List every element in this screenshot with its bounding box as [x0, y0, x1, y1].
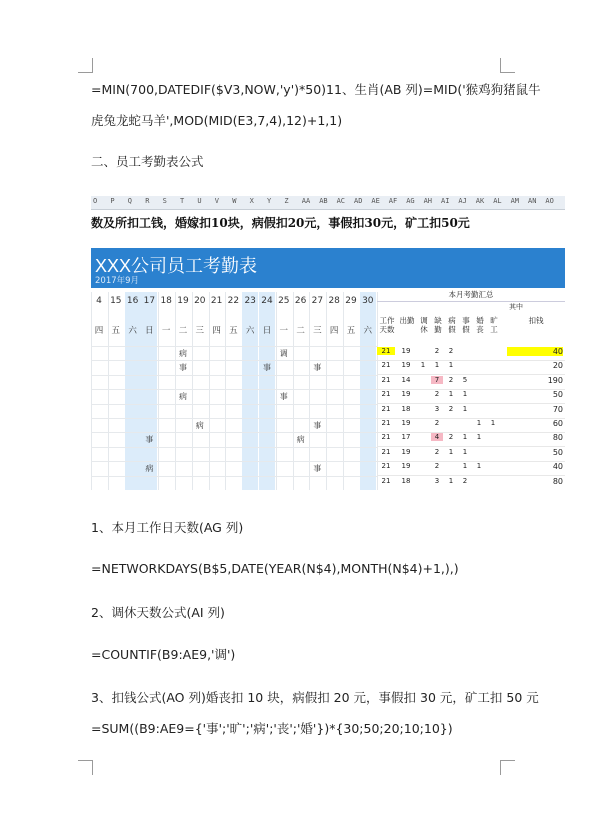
crop-mark-top-right: [500, 58, 515, 73]
summary-cell: 1: [462, 447, 468, 456]
column-letter: AE: [371, 197, 380, 205]
column-letter: X: [249, 197, 254, 205]
day-number: 18: [160, 296, 172, 306]
weekday-label: 五: [229, 326, 238, 336]
summary-header-cell: 扣钱: [528, 316, 544, 325]
grid-row-line: [91, 447, 377, 448]
attendance-mark: 事: [179, 363, 187, 373]
grid-row-line: [91, 432, 377, 433]
summary-cell: 1: [476, 462, 482, 471]
summary-cell: 2: [448, 404, 454, 413]
summary-cell: 1: [462, 404, 468, 413]
column-letter: Z: [284, 197, 289, 205]
attendance-mark: 事: [313, 363, 322, 373]
column-letter: AK: [475, 197, 485, 205]
summary-cell: 21: [377, 347, 395, 355]
summary-subgroup-label: 其中: [509, 303, 523, 311]
summary-row: [377, 476, 565, 490]
weekday-label: 日: [262, 326, 272, 336]
doc-line-networkdays: =NETWORKDAYS(B$5,DATE(YEAR(N$4),MONTH(N$4)+1,),): [91, 561, 459, 576]
weekday-label: 二: [178, 326, 188, 336]
weekday-label: 六: [128, 326, 137, 336]
summary-cell: 21: [381, 361, 391, 370]
summary-cell: 1: [476, 433, 482, 442]
summary-cell: 19: [401, 361, 411, 370]
day-number: 26: [294, 296, 307, 306]
summary-cell: 1: [448, 476, 454, 485]
grid-row-line: [91, 461, 377, 462]
deduction-amount: 80: [552, 433, 563, 443]
summary-row: [377, 432, 565, 447]
day-number: 29: [345, 296, 357, 306]
summary-cell: 19: [401, 347, 411, 355]
day-number: 17: [143, 296, 156, 306]
summary-cell: 18: [401, 404, 411, 413]
doc-line-formula-min: =MIN(700,DATEDIF($V3,NOW,'y')*50)11、生肖(AB 列)=MID('猴鸡狗猪鼠牛: [91, 82, 541, 97]
column-letter: AM: [510, 197, 520, 205]
summary-title: 本月考勤汇总: [377, 288, 565, 302]
summary-cell: 19: [401, 419, 411, 427]
summary-cell: 3: [434, 404, 440, 413]
grid-row-line: [91, 418, 377, 419]
summary-cell: 17: [401, 433, 411, 442]
summary-cell: 2: [434, 462, 440, 471]
deduction-amount: 60: [552, 419, 563, 428]
grid-row-line: [91, 389, 377, 390]
column-letter: AA: [301, 197, 311, 205]
grid-row-line: [91, 375, 377, 376]
attendance-mark: 事: [145, 435, 154, 445]
day-number: 19: [177, 296, 189, 306]
deduction-amount: 50: [552, 390, 563, 400]
column-letter: Y: [267, 197, 272, 205]
spreadsheet-screenshot: [91, 196, 565, 490]
summary-header-cell: 婚 丧: [476, 316, 484, 334]
summary-header-cell: 旷 工: [490, 316, 498, 334]
weekday-label: 五: [111, 326, 121, 336]
column-letter: AB: [319, 197, 328, 205]
summary-cell: 1: [462, 462, 468, 471]
summary-cell: 2: [462, 476, 468, 485]
day-number: 22: [227, 296, 240, 306]
day-number: 25: [278, 296, 290, 306]
doc-line-item-2: 2、调休天数公式(AI 列): [91, 605, 225, 620]
summary-cell: 21: [381, 419, 391, 427]
weekday-label: 四: [212, 326, 221, 336]
summary-cell: 2: [434, 347, 440, 355]
doc-line-formula-mid: 虎兔龙蛇马羊',MOD(MID(E3,7,4),12)+1,1): [91, 113, 343, 128]
weekday-label: 一: [161, 326, 171, 336]
summary-row: [377, 447, 565, 462]
monthly-summary-table: [377, 288, 565, 490]
summary-cell: 1: [462, 433, 468, 442]
summary-cell: 21: [381, 404, 391, 413]
weekday-label: 二: [296, 326, 305, 336]
weekday-label: 日: [145, 326, 154, 336]
summary-header-cell: 出勤: [399, 316, 415, 325]
crop-mark-bottom-left: [78, 760, 93, 775]
summary-cell: 21: [381, 433, 391, 442]
attendance-mark: 事: [263, 363, 271, 373]
attendance-mark: 事: [279, 392, 288, 402]
grid-row-line: [91, 346, 377, 347]
attendance-mark: 事: [313, 464, 322, 474]
summary-row: [377, 389, 565, 404]
day-number: 24: [261, 296, 273, 306]
summary-row: [377, 418, 565, 433]
summary-cell: 1: [490, 419, 496, 427]
doc-line-item-1: 1、本月工作日天数(AG 列): [91, 520, 244, 535]
summary-header-cell: 事 假: [462, 316, 470, 334]
day-number: 30: [362, 296, 374, 306]
column-header-bar: [91, 196, 565, 210]
day-number: 23: [244, 296, 256, 306]
doc-line-countif: =COUNTIF(B9:AE9,'调'): [91, 647, 236, 662]
summary-cell: 19: [401, 447, 411, 456]
summary-row: [377, 404, 565, 419]
weekday-label: 三: [195, 326, 205, 336]
summary-cell: 2: [448, 347, 454, 355]
deduction-amount: 40: [552, 462, 563, 472]
doc-line-item-3: 3、扣钱公式(AO 列)婚丧扣 10 块，病假扣 20 元，事假扣 30 元，矿工扣 50 元: [91, 690, 539, 705]
column-letter: V: [214, 197, 220, 205]
deduction-amount: 80: [552, 476, 563, 486]
summary-cell: 19: [401, 390, 411, 399]
attendance-mark: 病: [296, 435, 305, 445]
attendance-title: XXX公司员工考勤表: [95, 256, 258, 276]
summary-cell: 2: [448, 375, 454, 384]
deduction-amount: 40: [507, 347, 563, 356]
deduction-amount: 50: [552, 447, 563, 457]
column-letter: AD: [354, 197, 363, 205]
column-letter: AL: [493, 197, 502, 205]
summary-cell: 2: [434, 419, 440, 427]
summary-cell: 1: [448, 361, 454, 370]
attendance-mark: 病: [145, 464, 154, 474]
day-number: 28: [328, 296, 340, 306]
crop-mark-top-left: [78, 58, 93, 73]
summary-cell: 21: [381, 476, 391, 485]
column-letter: AF: [388, 197, 398, 205]
summary-header-cell: 缺 勤: [434, 316, 442, 334]
column-letter: S: [162, 197, 167, 205]
day-number: 16: [126, 296, 139, 306]
summary-cell: 1: [420, 361, 426, 370]
weekday-label: 三: [313, 326, 322, 336]
column-letter: AN: [528, 197, 537, 205]
day-number: 20: [194, 296, 206, 306]
weekday-label: 一: [279, 326, 289, 336]
deduction-amount: 70: [552, 404, 563, 414]
column-letter: P: [110, 197, 115, 205]
summary-cell: 2: [434, 390, 440, 399]
column-letter: AJ: [458, 197, 467, 205]
weekday-label: 六: [363, 326, 373, 336]
day-number: 21: [210, 296, 223, 306]
summary-cell: 1: [448, 390, 454, 399]
summary-cell: 18: [401, 476, 411, 485]
summary-cell: 21: [381, 375, 391, 384]
attendance-mark: 调: [279, 349, 288, 358]
deduction-amount: 190: [547, 375, 563, 385]
weekday-label: 四: [329, 326, 339, 336]
summary-header-cell: 调 休: [420, 316, 428, 334]
summary-header-cell: 病 假: [448, 316, 456, 334]
grid-row-line: [91, 476, 377, 477]
summary-row: [377, 360, 565, 375]
doc-line-sum: =SUM((B9:AE9={'事';'旷';'病';'丧';'婚'})*{30;50;20;10;10}): [91, 721, 453, 736]
column-letter: U: [197, 197, 202, 205]
grid-row-line: [91, 360, 377, 361]
summary-cell: 1: [462, 390, 468, 399]
column-letter: AH: [423, 197, 433, 205]
attendance-mark: 病: [179, 349, 187, 358]
summary-cell: 21: [381, 390, 391, 399]
column-letter: T: [180, 197, 185, 205]
summary-cell: 2: [448, 433, 454, 442]
deduction-amount: 20: [552, 361, 563, 371]
summary-cell: 1: [476, 419, 482, 427]
column-letter: O: [93, 197, 98, 205]
summary-row: [377, 346, 565, 361]
section-heading-attendance: 二、员工考勤表公式: [91, 154, 204, 169]
column-letter: AG: [406, 197, 415, 205]
summary-cell: 3: [434, 476, 440, 485]
summary-header-cell: 工作 天数: [379, 316, 395, 334]
weekday-label: 六: [245, 326, 255, 336]
sheet-heading-text: 数及所扣工钱，婚嫁扣10块，病假扣20元，事假扣30元，矿工扣50元: [91, 216, 470, 230]
attendance-banner: [91, 248, 565, 288]
column-letter: Q: [127, 197, 133, 205]
summary-cell: 7: [431, 376, 443, 384]
column-letter: W: [232, 197, 237, 205]
summary-cell: 14: [401, 375, 411, 384]
grid-row-line: [91, 404, 377, 405]
column-letter: AC: [336, 197, 346, 205]
summary-cell: 21: [381, 447, 391, 456]
attendance-mark: 事: [313, 421, 322, 430]
weekday-label: 四: [94, 326, 104, 336]
day-number: 15: [110, 296, 122, 306]
column-letter: R: [145, 197, 150, 205]
summary-cell: 21: [381, 462, 391, 471]
day-number: 4: [96, 296, 102, 306]
day-number: 27: [311, 296, 324, 306]
summary-cell: 2: [434, 447, 440, 456]
column-letter: AI: [441, 197, 450, 205]
weekday-label: 五: [346, 326, 356, 336]
crop-mark-bottom-right: [500, 760, 515, 775]
summary-cell: 19: [401, 462, 411, 471]
summary-cell: 4: [431, 433, 443, 441]
summary-row: [377, 461, 565, 476]
summary-row: [377, 375, 565, 390]
summary-cell: 1: [434, 361, 440, 370]
summary-cell: 5: [462, 375, 468, 384]
summary-cell: 1: [448, 447, 454, 456]
attendance-month: 2017年9月: [95, 276, 140, 286]
attendance-mark: 病: [195, 421, 204, 430]
column-letter: AO: [545, 197, 554, 205]
attendance-mark: 病: [179, 392, 187, 402]
